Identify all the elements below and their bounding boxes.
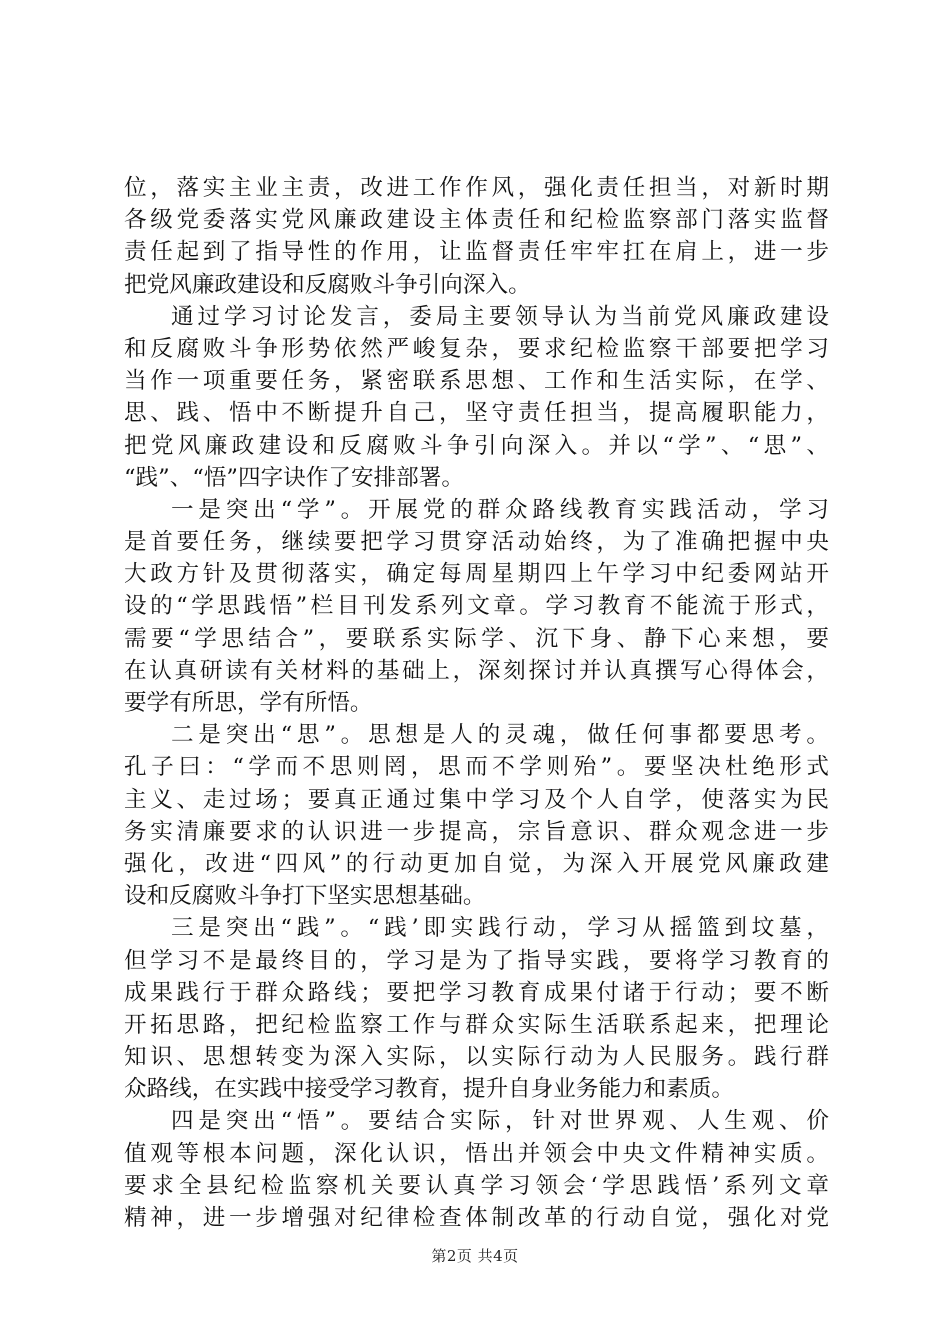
text-line: 当作一项重要任务，紧密联系思想、工作和生活实际，在学、 bbox=[124, 368, 829, 395]
text-line: 位，落实主业主责，改进工作作风，强化责任担当，对新时期 bbox=[124, 175, 829, 201]
text-line: 在认真研读有关材料的基础上，深刻探讨并认真撰写心得体会， bbox=[124, 657, 829, 684]
text-line: 值观等根本问题，深化认识，悟出并领会中央文件精神实质。 bbox=[124, 1140, 829, 1167]
paragraph-first-line: 三是突出“践”。“践’即实践行动，学习从摇篮到坟墓， bbox=[171, 915, 829, 942]
text-line: 责任起到了指导性的作用，让监督责任牢牢扛在肩上，进一步 bbox=[124, 239, 829, 266]
text-line: 务实清廉要求的认识进一步提高，宗旨意识、群众观念进一步 bbox=[124, 818, 829, 845]
text-line: 要求全县纪检监察机关要认真学习领会‘学思践悟’系列文章 bbox=[124, 1172, 829, 1199]
document-body bbox=[124, 172, 829, 1234]
text-line: 和反腐败斗争形势依然严峻复杂，要求纪检监察干部要把学习 bbox=[124, 335, 829, 362]
text-line: 设和反腐败斗争打下坚实思想基础。 bbox=[124, 883, 486, 910]
text-line: 知识、思想转变为深入实际，以实际行动为人民服务。践行群 bbox=[124, 1044, 829, 1071]
text-line: 思、践、悟中不断提升自己，坚守责任担当，提高履职能力， bbox=[124, 400, 829, 427]
text-line: 成果践行于群众路线；要把学习教育成果付诸于行动；要不断 bbox=[124, 979, 829, 1006]
text-line: 精神，进一步增强对纪律检查体制改革的行动自觉，强化对党 bbox=[124, 1205, 829, 1231]
text-line: “践”、“悟”四字诀作了安排部署。 bbox=[124, 464, 464, 491]
text-line: 但学习不是最终目的，学习是为了指导实践，要将学习教育的 bbox=[124, 947, 829, 974]
text-line: 各级党委落实党风廉政建设主体责任和纪检监察部门落实监督 bbox=[124, 207, 829, 234]
page-footer: 第2页 共4页 bbox=[431, 1247, 519, 1265]
text-line: 是首要任务，继续要把学习贯穿活动始终，为了准确把握中央 bbox=[124, 529, 829, 556]
paragraph-first-line: 通过学习讨论发言，委局主要领导认为当前党风廉政建设 bbox=[171, 303, 829, 330]
text-line: 大政方针及贯彻落实，确定每周星期四上午学习中纪委网站开 bbox=[124, 561, 829, 588]
text-line: 主义、走过场；要真正通过集中学习及个人自学，使落实为民 bbox=[124, 786, 829, 813]
text-line: 孔子曰：“学而不思则罔，思而不学则殆”。要坚决杜绝形式 bbox=[124, 754, 829, 781]
paragraph-first-line: 一是突出“学”。开展党的群众路线教育实践活动，学习 bbox=[171, 496, 829, 523]
text-line: 设的“学思践悟”栏目刊发系列文章。学习教育不能流于形式， bbox=[124, 593, 829, 620]
paragraph-first-line: 四是突出“悟”。要结合实际，针对世界观、人生观、价 bbox=[171, 1108, 829, 1135]
text-line: 需要“学思结合”，要联系实际学、沉下身、静下心来想，要 bbox=[124, 625, 829, 652]
text-line: 把党风廉政建设和反腐败斗争引向深入。 bbox=[124, 271, 531, 298]
text-line: 强化，改进“四风”的行动更加自觉，为深入开展党风廉政建 bbox=[124, 850, 829, 877]
text-line: 把党风廉政建设和反腐败斗争引向深入。并以“学”、“思”、 bbox=[124, 432, 829, 459]
text-line: 众路线，在实践中接受学习教育，提升自身业务能力和素质。 bbox=[124, 1076, 735, 1103]
text-line: 开拓思路，把纪检监察工作与群众实际生活联系起来，把理论 bbox=[124, 1011, 829, 1038]
paragraph-first-line: 二是突出“思”。思想是人的灵魂，做任何事都要思考。 bbox=[171, 722, 829, 749]
text-line: 要学有所思，学有所悟。 bbox=[124, 690, 373, 716]
